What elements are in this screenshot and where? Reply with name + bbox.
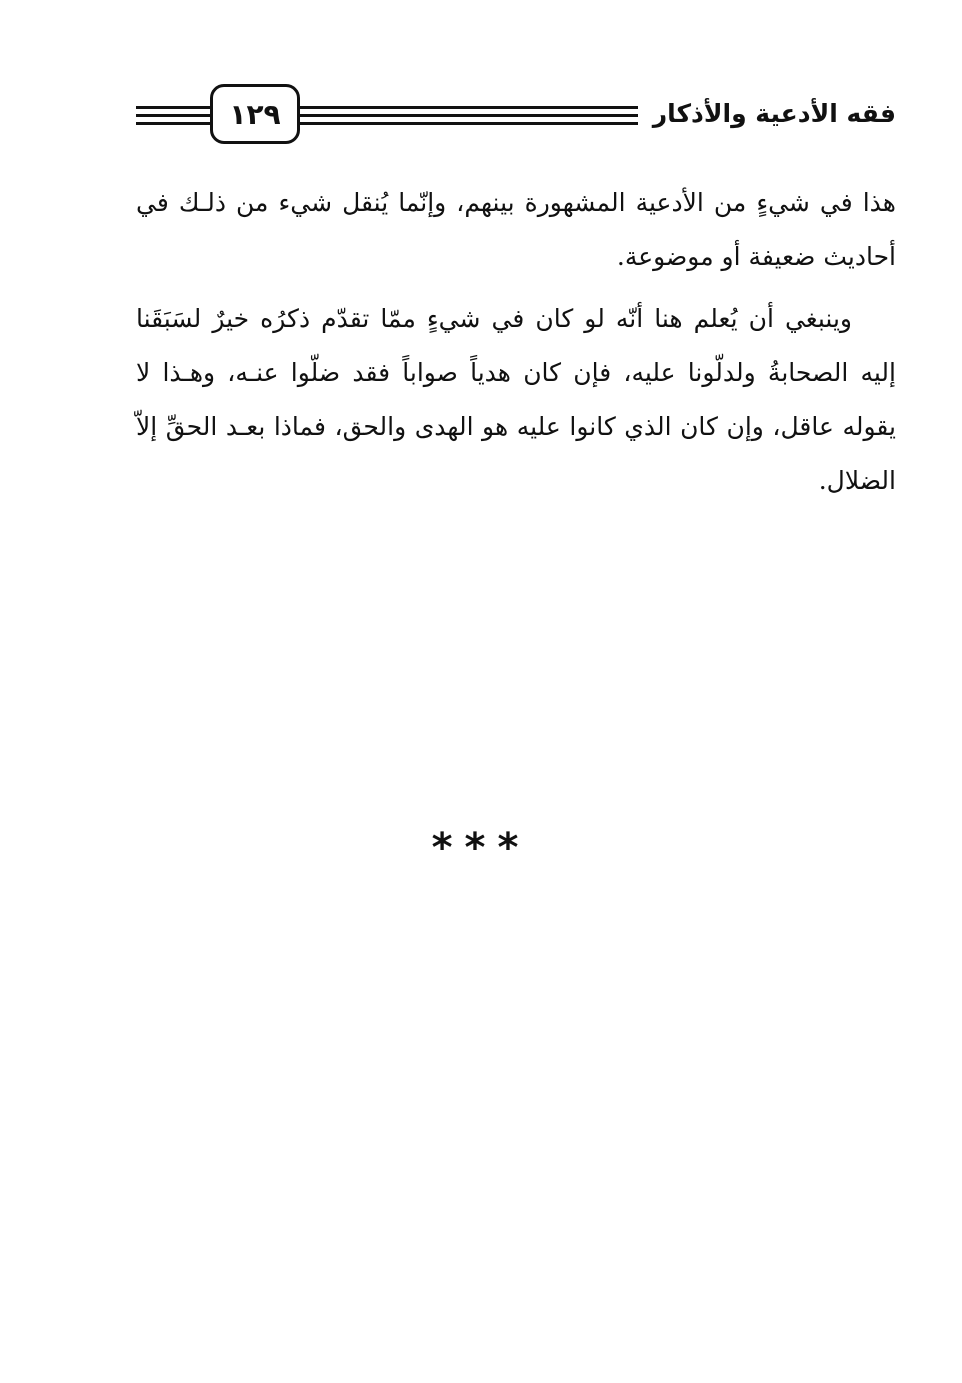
- page-header: [136, 84, 896, 148]
- body-text: [136, 176, 896, 508]
- paragraph: وينبغي أن يُعلم هنا أنّه لو كان في شيءٍ ممّا تقدّم ذكرُه خيرٌ لسَبَقَنا إليه الصحابةُ ولدلّونا عليه، فإن كان هدياً صواباً فقد ضلّوا عنـه، وهـذا لا يقوله عاقل، وإن كان الذي كانوا عليه هو الهدى والحق، فماذا بعـد الحقِّ إلاّ الضلال.: [136, 304, 896, 495]
- page-number: ١٢٩: [210, 84, 300, 144]
- book-title: فقه الأدعية والأذكار: [649, 96, 896, 132]
- section-separator: ***: [431, 825, 531, 871]
- paragraph: هذا في شيءٍ من الأدعية المشهورة بينهم، وإنّما يُنقل شيء من ذلـك في أحاديث ضعيفة أو موضوعة.: [136, 188, 896, 271]
